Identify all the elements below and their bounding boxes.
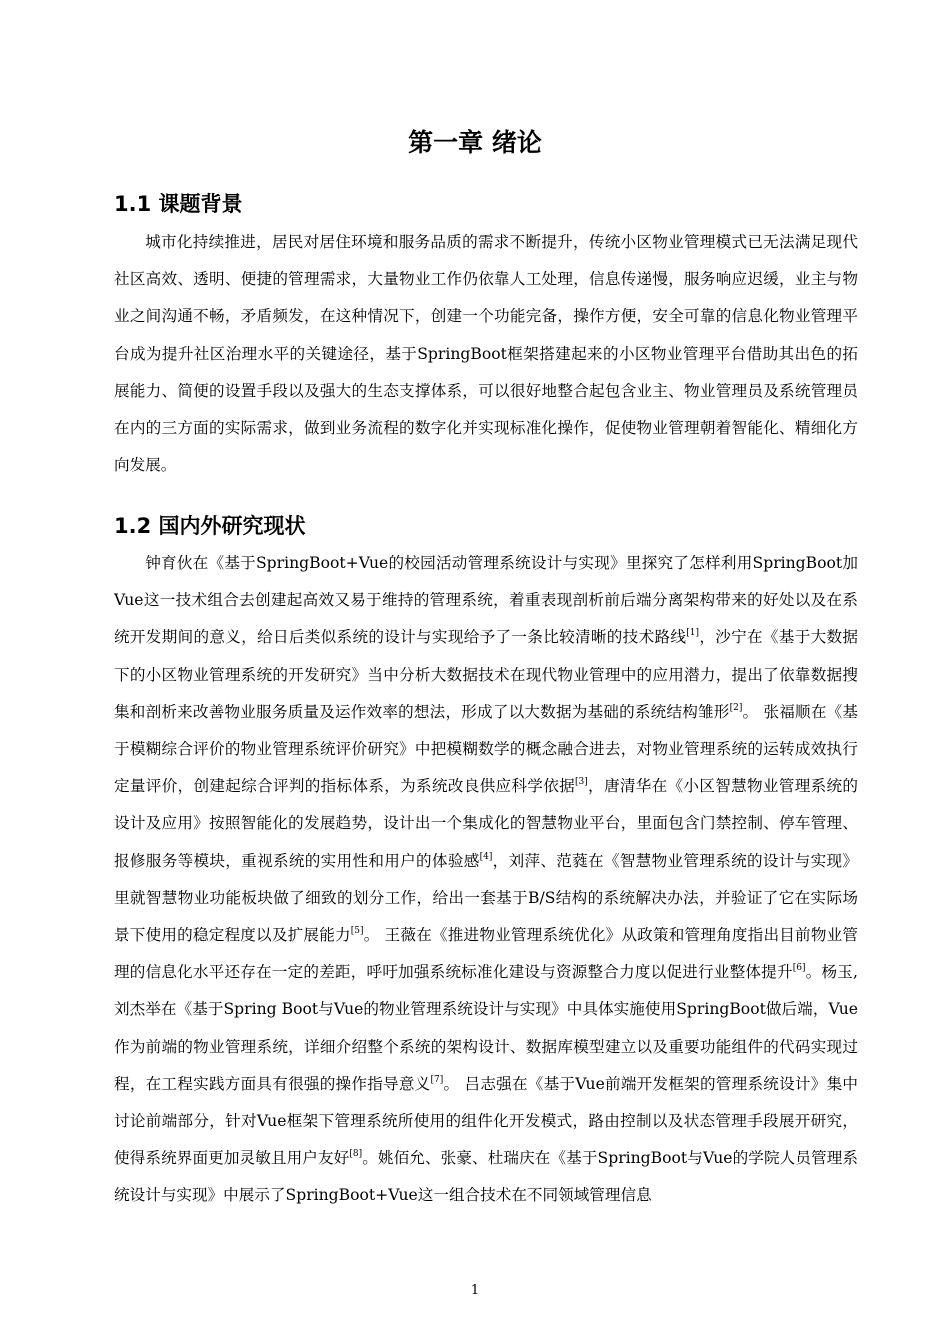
text-segment: 。杨玉,刘杰举在《基于Spring Boot与Vue的物业管理系统设计与实现》中具体实施使用SpringBoot做后端，Vue作为前端的物业管理系统，详细介绍整个系统的架构设计、数据库模型建立以及重要功能组件的代码实现过程，在工程实践方面具有很强的操作指导意义	[114, 963, 858, 1093]
text-segment: 。 王薇在《推进物业管理系统优化》从政策和管理角度指出目前物业管理的信息化水平还存在一定的差距，呼吁加强系统标准化建设与资源整合力度以促进行业整体提升	[114, 926, 858, 982]
text-segment: 。姚佰允、张豪、杜瑞庆在《基于SpringBoot与Vue的学院人员管理系统设计与实现》中展示了SpringBoot+Vue这一组合技术在不同领域管理信息	[114, 1149, 858, 1205]
citation-ref: [2]	[729, 702, 743, 713]
text-segment: 城市化持续推进，居民对居住环境和服务品质的需求不断提升，传统小区物业管理模式已无法满足现代社区高效、透明、便捷的管理需求，大量物业工作仍依靠人工处理，信息传递慢，服务响应迟缓，业主与物业之间沟通不畅，矛盾频发，在这种情况下，创建一个功能完备，操作方便，安全可靠的信息化物业管理平台成为提升社区治理水平的关键途径，基于SpringBoot框架搭建起来的小区物业管理平台借助其出色的拓展能力、简便的设置手段以及强大的生态支撑体系，可以很好地整合起包含业主、物业管理员及系统管理员在内的三方面的实际需求，做到业务流程的数字化并实现标准化操作，促使物业管理朝着智能化、精细化方向发展。	[114, 233, 858, 475]
text-segment: 钟育伙在《基于SpringBoot+Vue的校园活动管理系统设计与实现》里探究了怎样利用SpringBoot加Vue这一技术组合去创建起高效又易于维持的管理系统，着重表现剖析前后端分离架构带来的好处以及在系统开发期间的意义，给日后类似系统的设计与实现给予了一条比较清晰的技术路线	[114, 554, 858, 647]
citation-ref: [7]	[430, 1074, 444, 1085]
citation-ref: [8]	[349, 1149, 363, 1160]
citation-ref: [4]	[479, 851, 493, 862]
section-title-research-status: 1.2 国内外研究现状	[114, 514, 306, 538]
citation-ref: [1]	[686, 628, 700, 639]
section-title-background: 1.1 课题背景	[114, 192, 243, 216]
chapter-title: 第一章 绪论	[408, 128, 542, 157]
citation-ref: [6]	[792, 963, 806, 974]
paragraph-background	[114, 224, 858, 484]
text-segment: 。 张福顺在《基于模糊综合评价的物业管理系统评价研究》中把模糊数学的概念融合进去，对物业管理系统的运转成效执行定量评价，创建起综合评判的指标体系，为系统改良供应科学依据	[114, 702, 858, 796]
text-segment: 。 吕志强在《基于Vue前端开发框架的管理系统设计》集中讨论前端部分，针对Vue框架下管理系统所使用的组件化开发模式，路由控制以及状态管理手段展开研究，使得系统界面更加灵敏且用户友好	[114, 1074, 858, 1168]
citation-ref: [3]	[575, 777, 588, 788]
text-segment: ，刘萍、范蕤在《智慧物业管理系统的设计与实现》里就智慧物业功能板块做了细致的划分工作，给出一套基于B/S结构的系统解决办法，并验证了它在实际场景下使用的稳定程度以及扩展能力	[114, 851, 858, 945]
text-segment: ，唐清华在《小区智慧物业管理系统的设计及应用》按照智能化的发展趋势，设计出一个集成化的智慧物业平台，里面包含门禁控制、停车管理、报修服务等模块，重视系统的实用性和用户的体验感	[114, 777, 858, 870]
text-segment: ，沙宁在《基于大数据下的小区物业管理系统的开发研究》当中分析大数据技术在现代物业管理中的应用潜力，提出了依靠数据搜集和剖析来改善物业服务质量及运作效率的想法，形成了以大数据为基础的系统结构雏形	[114, 628, 858, 721]
citation-ref: [5]	[350, 926, 364, 937]
paragraph-research-status	[114, 545, 858, 1215]
page-number: 1	[470, 1283, 480, 1298]
